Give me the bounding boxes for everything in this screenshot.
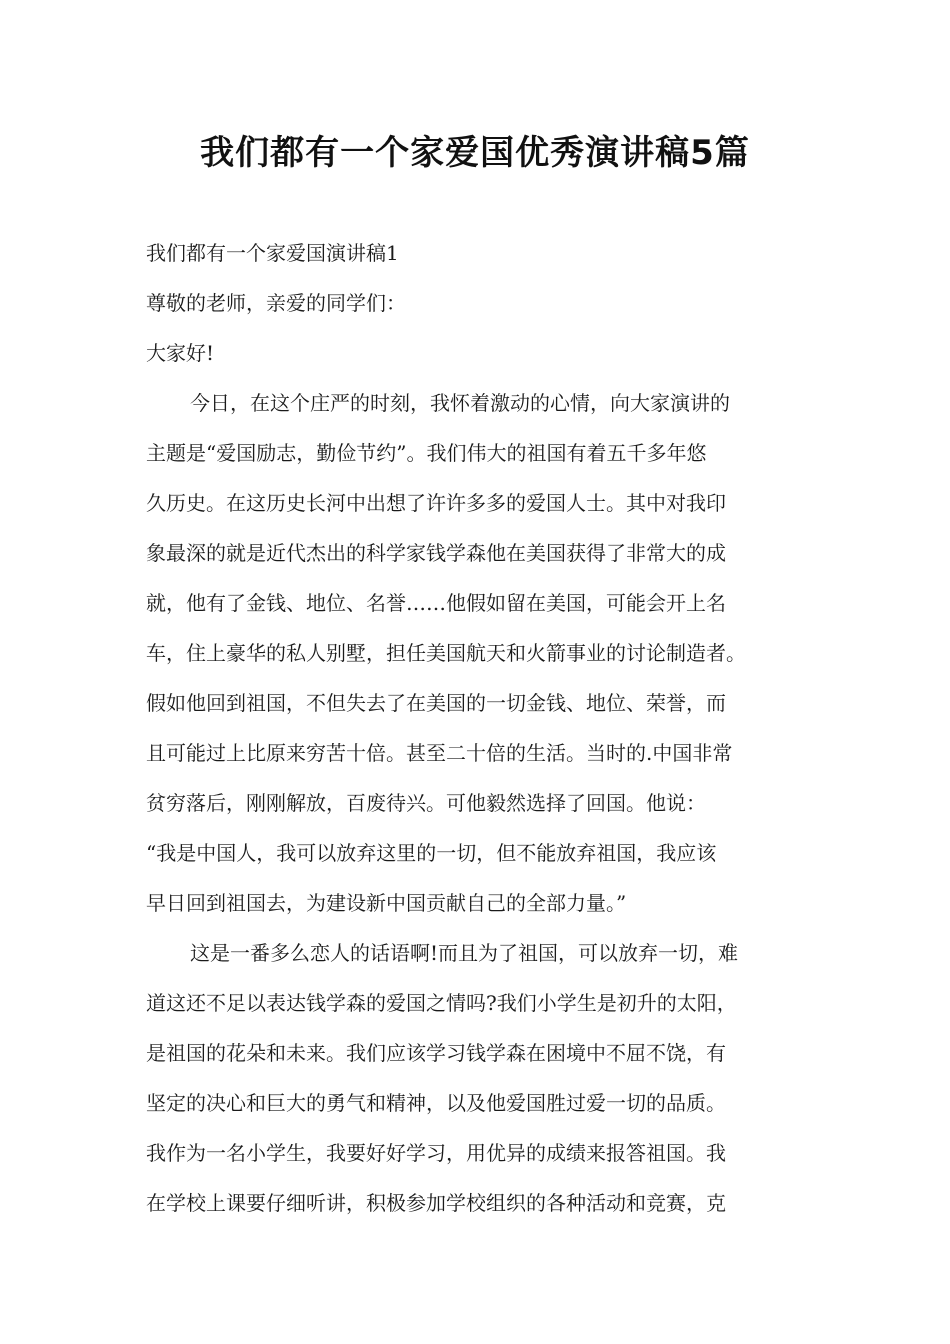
paragraph-line: 贫穷落后，刚刚解放，百废待兴。可他毅然选择了回国。他说：	[146, 791, 706, 815]
paragraph-line: 就，他有了金钱、地位、名誉……他假如留在美国，可能会开上名	[146, 591, 726, 615]
paragraph-line: 今日，在这个庄严的时刻，我怀着激动的心情，向大家演讲的	[190, 391, 730, 415]
paragraph-line: 车，住上豪华的私人别墅，担任美国航天和火箭事业的讨论制造者。	[146, 641, 746, 665]
salutation: 尊敬的老师，亲爱的同学们：	[146, 291, 406, 315]
paragraph-line: 早日回到祖国去，为建设新中国贡献自己的全部力量。”	[146, 891, 627, 915]
paragraph-line: 象最深的就是近代杰出的科学家钱学森他在美国获得了非常大的成	[146, 541, 726, 565]
paragraph-line: 主题是“爱国励志，勤俭节约”。我们伟大的祖国有着五千多年悠	[146, 441, 707, 465]
greeting: 大家好!	[146, 341, 215, 365]
paragraph-2	[146, 928, 826, 1228]
paragraph-line: 我作为一名小学生，我要好好学习，用优异的成绩来报答祖国。我	[146, 1141, 726, 1165]
paragraph-line: 坚定的决心和巨大的勇气和精神，以及他爱国胜过爱一切的品质。	[146, 1091, 726, 1115]
document-title: 我们都有一个家爱国优秀演讲稿5篇	[200, 133, 750, 173]
paragraph-line: 在学校上课要仔细听讲，积极参加学校组织的各种活动和竞赛，克	[146, 1191, 726, 1215]
paragraph-line: 久历史。在这历史长河中出想了许许多多的爱国人士。其中对我印	[146, 491, 726, 515]
paragraph-line: 假如他回到祖国，不但失去了在美国的一切金钱、地位、荣誉，而	[146, 691, 726, 715]
paragraph-1	[146, 378, 826, 928]
document-body	[146, 228, 826, 1228]
paragraph-line: 道这还不足以表达钱学森的爱国之情吗?我们小学生是初升的太阳，	[146, 991, 737, 1015]
paragraph-line: “我是中国人，我可以放弃这里的一切，但不能放弃祖国，我应该	[146, 841, 717, 865]
paragraph-line: 是祖国的花朵和未来。我们应该学习钱学森在困境中不屈不饶，有	[146, 1041, 726, 1065]
paragraph-line: 这是一番多么恋人的话语啊!而且为了祖国，可以放弃一切，难	[190, 941, 739, 965]
speech-subtitle: 我们都有一个家爱国演讲稿1	[146, 241, 399, 265]
paragraph-line: 且可能过上比原来穷苦十倍。甚至二十倍的生活。当时的.中国非常	[146, 741, 733, 765]
